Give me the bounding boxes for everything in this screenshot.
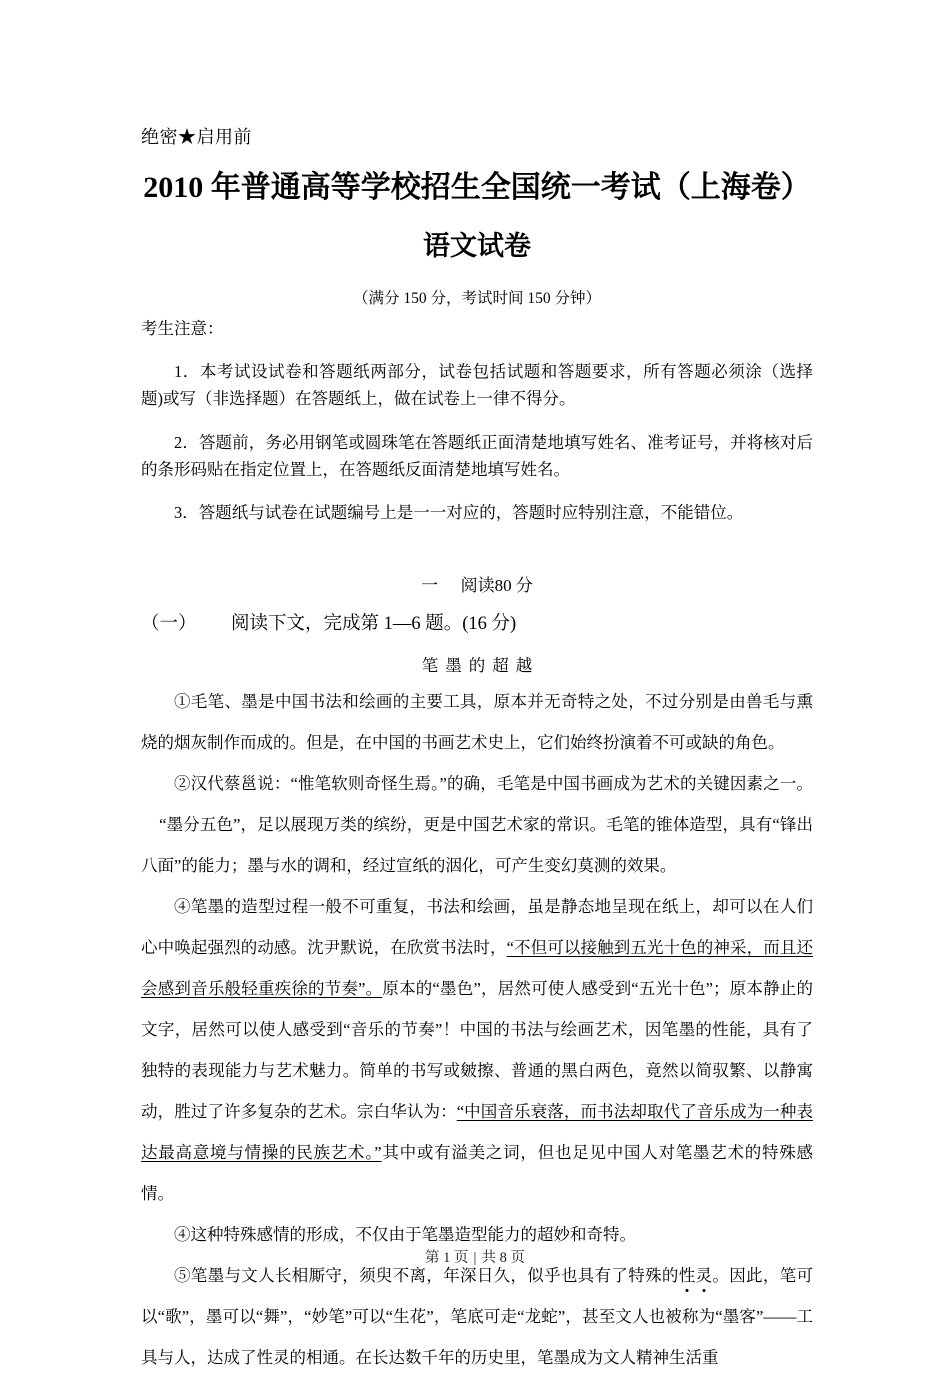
- footer-separator: |: [473, 1250, 477, 1266]
- underlined-quote-shen-yinmo: “不但可以接触到五光十色的神采，而且还会感到音乐般轻重疾徐的节奏”。: [141, 938, 814, 998]
- section-heading: [141, 572, 813, 599]
- subsection-instruction: 阅读下文，完成第 1—6 题。(16 分): [231, 614, 517, 634]
- paragraph-5-part-b: 。因此，笔可以“歌”，墨可以“舞”，“妙笔”可以“生花”，笔底可走“龙蛇”，甚至文人也被称为“墨客”——工具与人，达成了性灵的相通。在长达数千年的历史里，笔墨成为文人精神生活重: [141, 1266, 814, 1367]
- paragraph-3-part-b: 原本的“墨色”，居然可使人感受到“五光十色”；原本静止的文字，居然可以使人感受到“音乐的节奏”！中国的书法与绘画艺术，因笔墨的性能，具有了独特的表现能力与艺术魅力。简单的书写或皴擦、普通的黑白两色，竟然以简驭繁、以静寓动，胜过了许多复杂的艺术。宗白华认为：: [141, 979, 813, 1121]
- footer-total-pages: 共 8 页: [481, 1250, 525, 1266]
- emphasized-term-xingling: 性灵: [678, 1266, 713, 1285]
- footer-current-page: 第 1 页: [425, 1250, 469, 1266]
- notice-item: 1．本考试设试卷和答题纸两部分，试卷包括试题和答题要求，所有答题必须涂（选择题)或写（非选择题）在答题纸上，做在试卷上一律不得分。: [141, 362, 813, 408]
- subsection-heading: [141, 609, 813, 639]
- paragraph-1: ①毛笔、墨是中国书法和绘画的主要工具，原本并无奇特之处，不过分别是由兽毛与熏烧的烟灰制作而成的。但是，在中国的书画艺术史上，它们始终扮演着不可或缺的角色。: [141, 692, 813, 752]
- notice-item: 3．答题纸与试卷在试题编号上是一一对应的，答题时应特别注意，不能错位。: [174, 503, 744, 522]
- section-number: 一: [421, 576, 439, 595]
- paragraph-2: [141, 763, 813, 886]
- paragraph-4: ④这种特殊感情的形成，不仅由于笔墨造型能力的超妙和奇特。: [174, 1225, 636, 1244]
- paragraph-3-part-c: 其中或有溢美之词，但也足见中国人对笔墨艺术的特殊感情。: [141, 1143, 814, 1203]
- paragraph-3-part-a: ④笔墨的造型过程一般不可重复，书法和绘画，虽是静态地呈现在纸上，却可以在人们心中唤起强烈的动感。沈尹默说，在欣赏书法时，: [141, 897, 813, 957]
- underlined-quote-zong-baihua: “中国音乐衰落，而书法却取代了音乐成为一种表达最高意境与情操的民族艺术。”: [141, 1102, 814, 1162]
- paragraph-2-part-b: “墨分五色”，足以展现万类的缤纷，更是中国艺术家的常识。毛笔的锥体造型，具有“锋出八面”的能力；墨与水的调和，经过宣纸的洇化，可产生变幻莫测的效果。: [141, 815, 813, 875]
- paragraph-2-part-a: ②汉代蔡邕说：“惟笔软则奇怪生焉。”的确，毛笔是中国书画成为艺术的关键因素之一。: [174, 774, 813, 793]
- page-subtitle: 语文试卷: [423, 231, 531, 262]
- paragraph-5-part-a: ⑤笔墨与文人长相厮守，须臾不离，年深日久，似乎也具有了特殊的: [174, 1266, 679, 1285]
- paragraph-5: [141, 1255, 813, 1378]
- subsection-label: （一）: [141, 614, 197, 634]
- notices-heading: 考生注意：: [141, 318, 224, 338]
- page-content: [141, 0, 813, 1378]
- section-title: 阅读80 分: [460, 576, 533, 595]
- paragraph-3: [141, 886, 813, 1214]
- page-footer: [0, 1248, 950, 1268]
- page-title: 2010 年普通高等学校招生全国统一考试（上海卷）: [143, 171, 811, 204]
- score-and-duration: （满分 150 分，考试时间 150 分钟）: [352, 289, 601, 307]
- security-notice: 绝密★启用前: [141, 127, 252, 147]
- notice-item: 2．答题前，务必用钢笔或圆珠笔在答题纸正面清楚地填写姓名、准考证号，并将核对后的条形码贴在指定位置上，在答题纸反面清楚地填写姓名。: [141, 432, 813, 479]
- essay-title: 笔墨的超越: [421, 656, 540, 675]
